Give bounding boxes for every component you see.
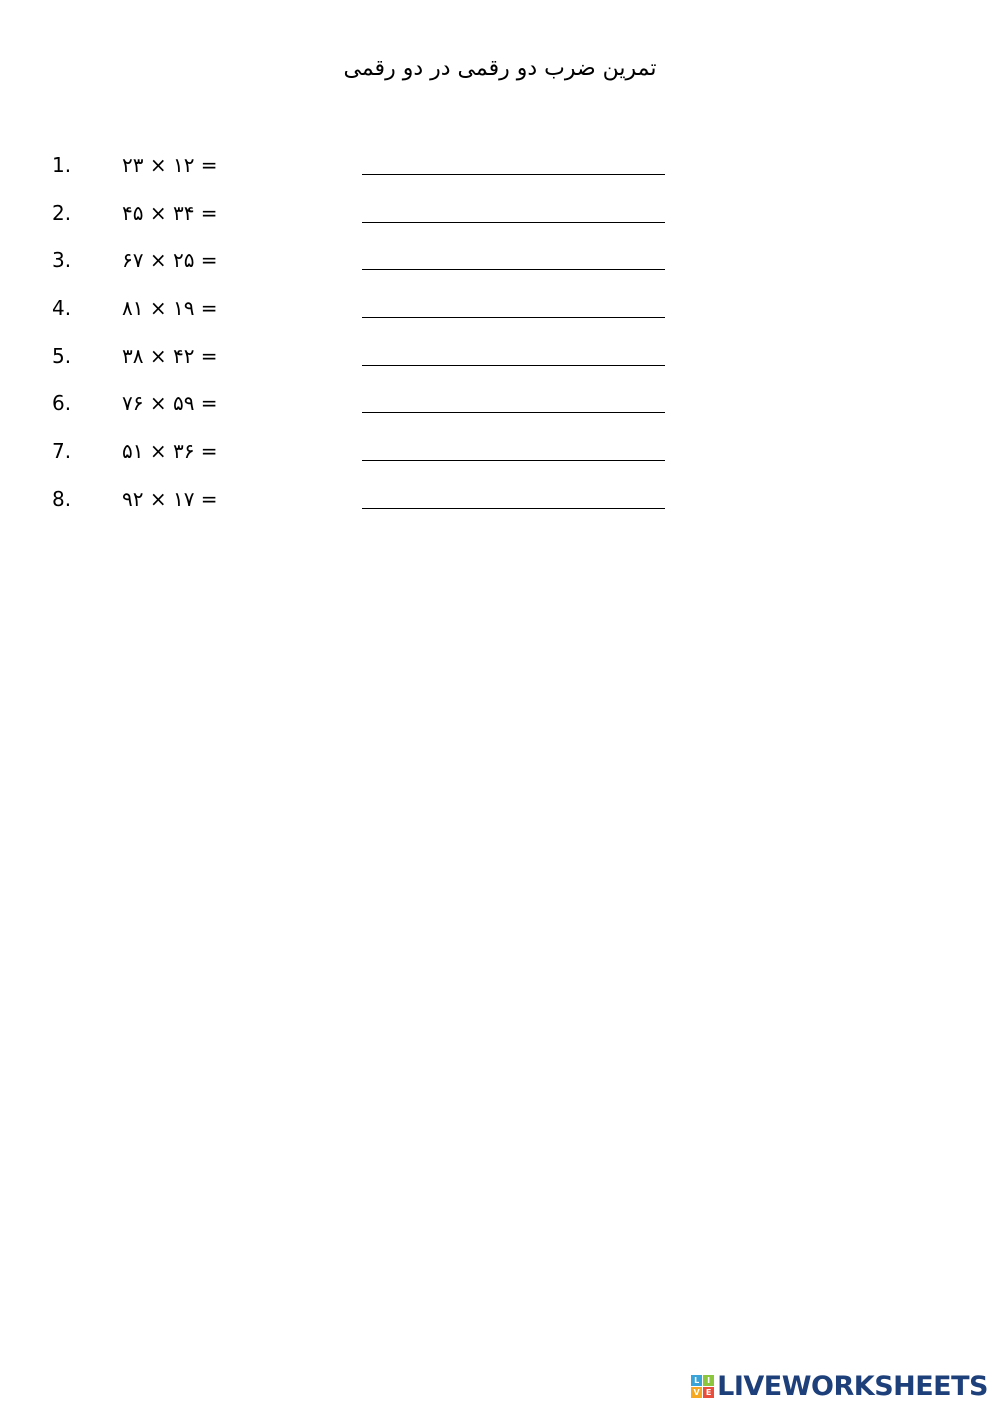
exercise-expression: ۵۱ × ۳۶ = (122, 439, 218, 464)
logo-text: LIVEWORKSHEETS (717, 1370, 988, 1402)
answer-line[interactable] (362, 412, 665, 413)
liveworksheets-logo (691, 1366, 988, 1406)
exercise-row (0, 240, 1000, 288)
answer-line[interactable] (362, 174, 665, 175)
exercise-expression: ۳۸ × ۴۲ = (122, 343, 218, 368)
exercise-number: 6. (52, 391, 72, 416)
exercise-row (0, 479, 1000, 527)
exercise-number: 5. (52, 343, 72, 368)
logo-mark-letter: L (691, 1375, 702, 1386)
answer-line[interactable] (362, 460, 665, 461)
exercise-expression: ۲۳ × ۱۲ = (122, 153, 218, 177)
exercise-expression: ۸۱ × ۱۹ = (122, 296, 218, 321)
exercise-number: 3. (52, 248, 72, 273)
exercise-number: 2. (52, 200, 72, 225)
exercise-number: 4. (52, 296, 72, 321)
exercise-number: 8. (52, 486, 72, 511)
logo-mark-letter: V (691, 1387, 702, 1398)
exercise-number: 1. (52, 153, 72, 177)
exercise-expression: ۴۵ × ۳۴ = (122, 200, 218, 225)
exercise-expression: ۹۲ × ۱۷ = (122, 486, 218, 511)
answer-line[interactable] (362, 222, 665, 223)
exercise-expression: ۷۶ × ۵۹ = (122, 391, 218, 416)
exercise-row (0, 336, 1000, 384)
exercise-list (0, 145, 1000, 527)
exercise-row (0, 145, 1000, 193)
logo-mark-icon (691, 1375, 714, 1398)
answer-line[interactable] (362, 317, 665, 318)
answer-line[interactable] (362, 269, 665, 270)
logo-mark-letter: I (703, 1375, 714, 1386)
exercise-row (0, 288, 1000, 336)
exercise-expression: ۶۷ × ۲۵ = (122, 248, 218, 273)
answer-line[interactable] (362, 508, 665, 509)
logo-mark-letter: E (703, 1387, 714, 1398)
answer-line[interactable] (362, 365, 665, 366)
exercise-row (0, 193, 1000, 241)
worksheet-title: تمرین ضرب دو رقمی در دو رقمی (343, 56, 657, 81)
exercise-row (0, 431, 1000, 479)
exercise-number: 7. (52, 439, 72, 464)
exercise-row (0, 383, 1000, 431)
